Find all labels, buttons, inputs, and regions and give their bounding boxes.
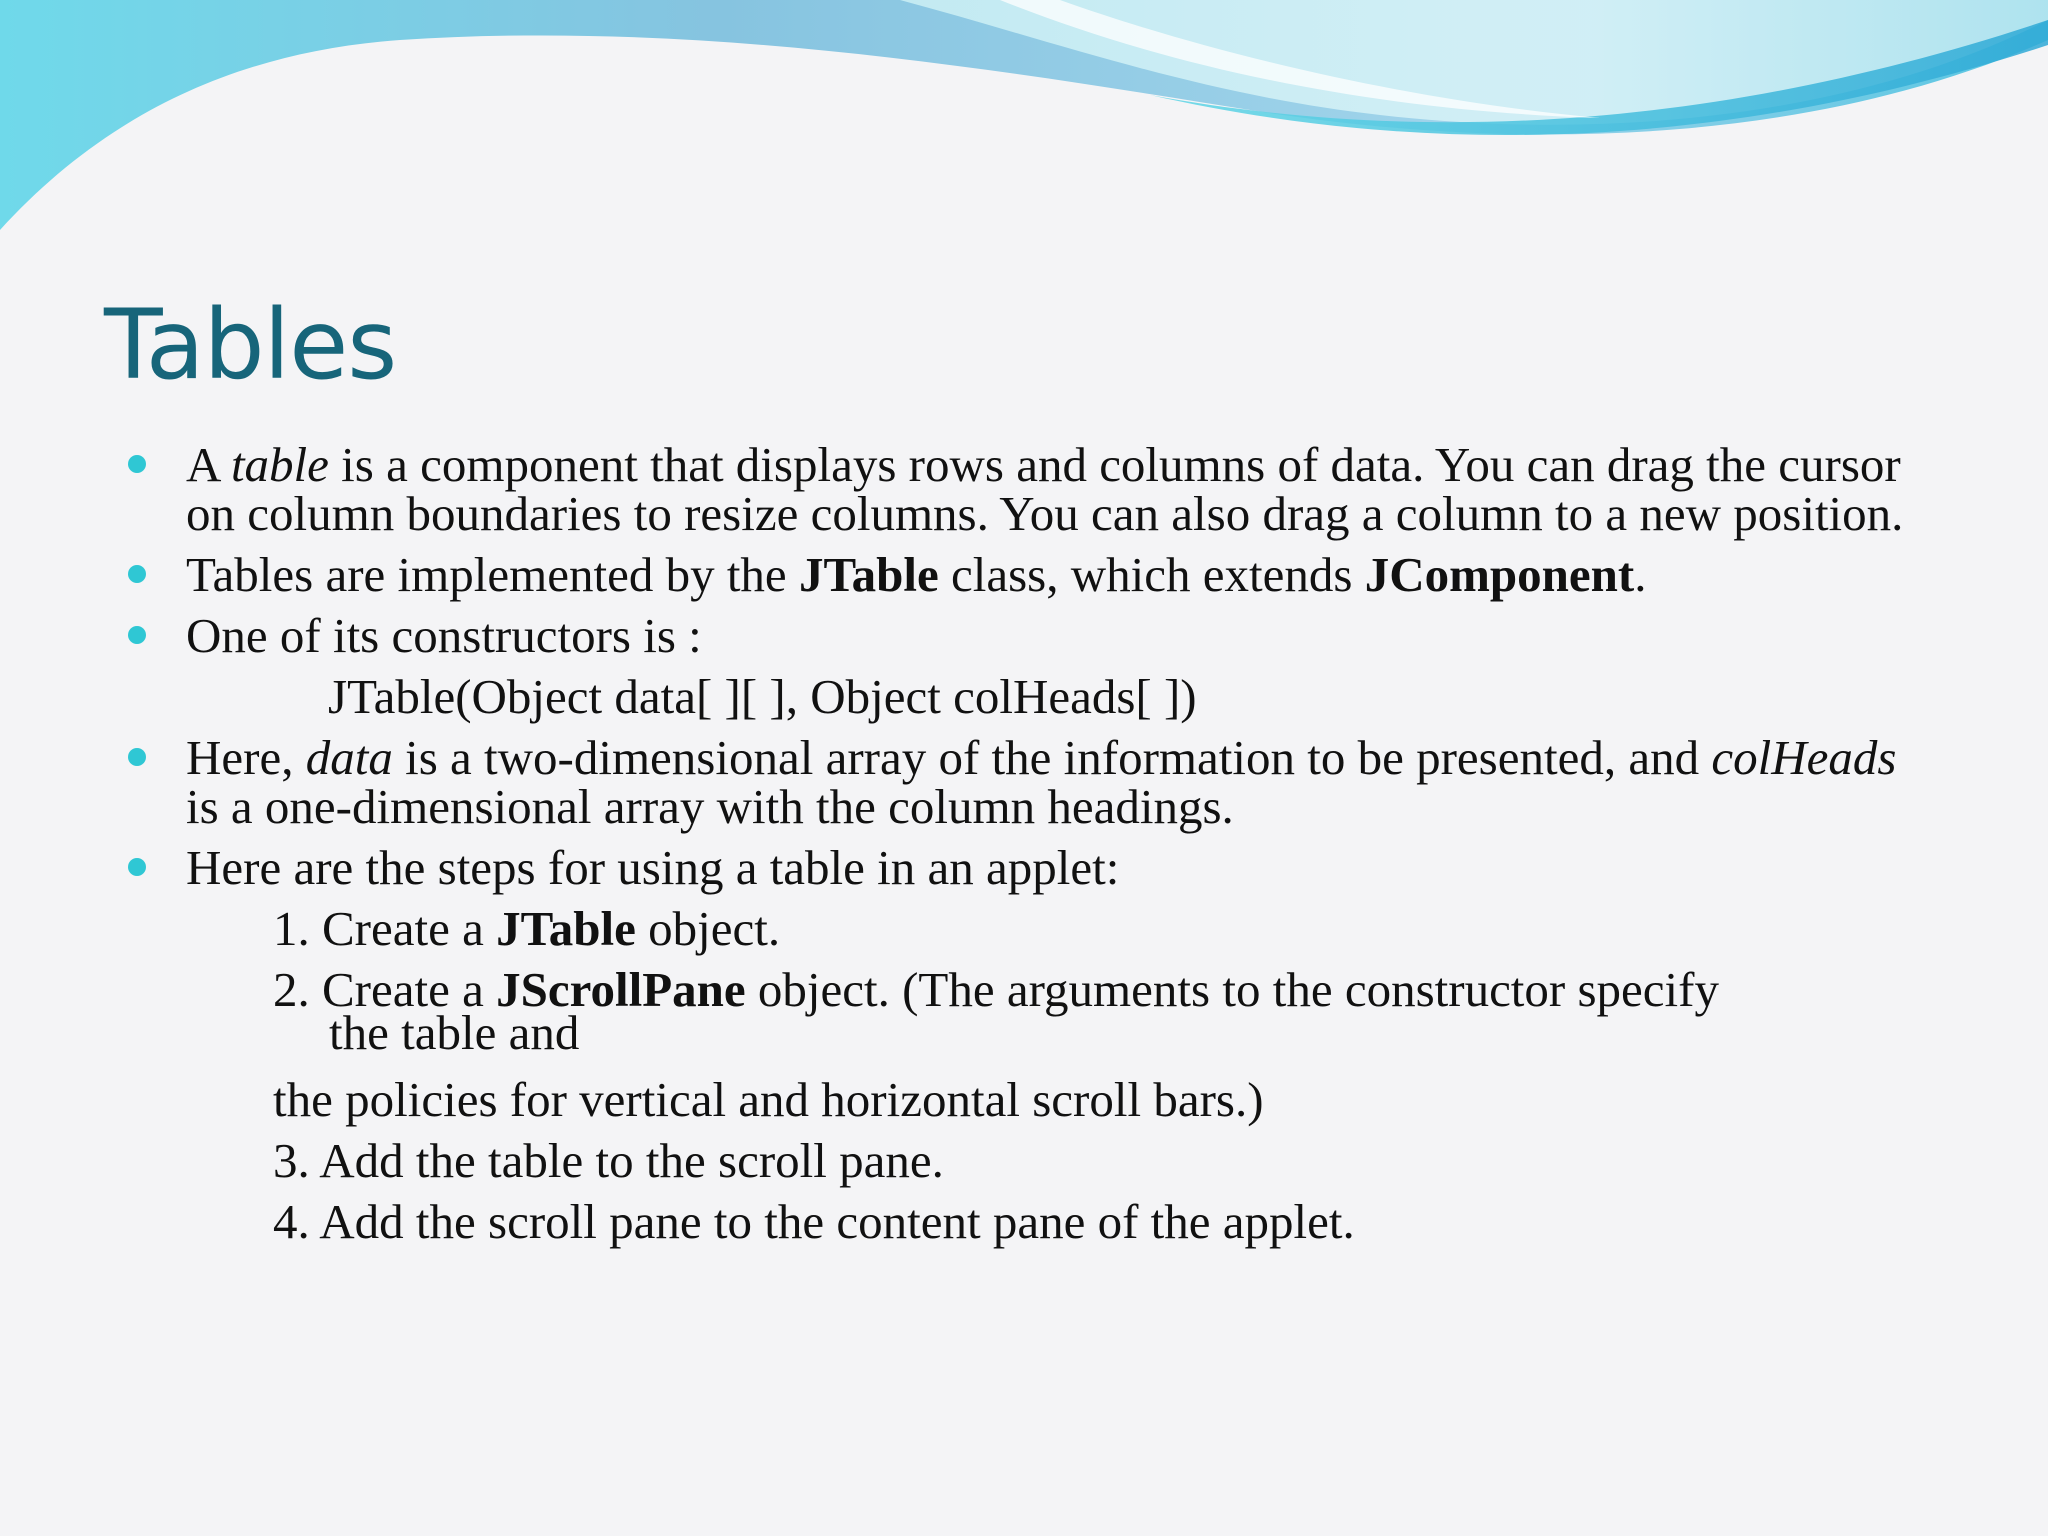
bullet-dot-icon <box>128 626 146 644</box>
step-2-continuation: the table and <box>329 1005 580 1060</box>
bullet-text: One of its constructors is : <box>186 608 702 663</box>
italic-term-table: table <box>230 437 329 492</box>
bullet-item-data-colheads <box>126 730 1926 834</box>
italic-term-data: data <box>305 730 393 785</box>
bullet-text: Tables are implemented by the <box>186 547 799 602</box>
bullet-text: Here are the steps for using a table in an applet: <box>186 840 1120 895</box>
bullet-text: is a two-dimensional array of the information to be presented, and <box>392 730 1712 785</box>
bullet-text: A <box>186 437 231 492</box>
step-1 <box>126 901 1926 956</box>
bullet-item-constructors <box>126 608 1926 663</box>
step-4: 4. Add the scroll pane to the content pane of the applet. <box>273 1194 1355 1249</box>
bullet-dot-icon <box>128 858 146 876</box>
step-text: 2. Create a <box>273 962 497 1017</box>
step-3: 3. Add the table to the scroll pane. <box>273 1133 944 1188</box>
slide-content <box>126 437 1926 1258</box>
bullet-dot-icon <box>128 748 146 766</box>
slide-title: Tables <box>104 289 397 401</box>
bold-term-jtable: JTable <box>496 901 636 956</box>
bullet-dot-icon <box>128 455 146 473</box>
bullet-text: is a component that displays rows and columns of data. You can drag the cursor on column boundaries to resize columns. You can also drag a column to a new position. <box>186 437 1904 541</box>
bullet-text: is a one-dimensional array with the column headings. <box>186 779 1234 834</box>
bullet-item-table-definition <box>126 437 1926 541</box>
bullet-text: class, which extends <box>938 547 1365 602</box>
step-2-continuation-policies: the policies for vertical and horizontal scroll bars.) <box>273 1072 1264 1127</box>
step-text: object. (The arguments to the constructor specify <box>745 962 1719 1017</box>
bullet-item-steps-intro <box>126 840 1926 895</box>
bullet-dot-icon <box>128 565 146 583</box>
bullet-text: . <box>1634 547 1647 602</box>
bold-term-jcomponent: JComponent <box>1364 547 1635 602</box>
italic-term-colheads: colHeads <box>1711 730 1897 785</box>
step-text: object. <box>635 901 781 956</box>
constructor-signature: JTable(Object data[ ][ ], Object colHeads[ ]) <box>328 669 1197 724</box>
bullet-item-jtable-class <box>126 547 1926 602</box>
step-text: 1. Create a <box>273 901 497 956</box>
header-wave-decoration <box>0 0 2048 240</box>
bullet-text: Here, <box>186 730 306 785</box>
bold-term-jtable: JTable <box>798 547 939 602</box>
bold-term-jscrollpane: JScrollPane <box>496 962 746 1017</box>
